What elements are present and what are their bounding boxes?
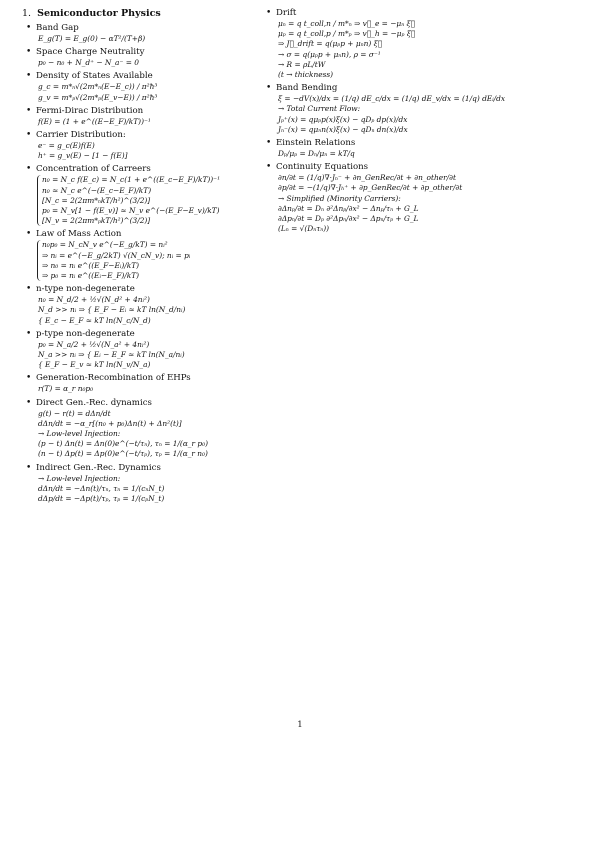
- equation-line: n₀ = N_c f(E_c) = N_c(1 + e^((E_c−E_F)/kT))⁻¹: [42, 175, 221, 185]
- left-column: [22, 8, 267, 507]
- topic-item: [36, 23, 267, 44]
- equation-line: μₙ = q t_coll,n / m*ₙ ⇒ v⃗_e = −μₙ ξ⃗: [278, 19, 416, 28]
- equation-line: N_d >> nᵢ ⇒ { E_F − Eᵢ ≈ kT ln(N_d/nᵢ): [38, 305, 186, 315]
- equation-block: [276, 149, 576, 159]
- equation-line: g(t) − r(t) = dΔn/dt: [38, 408, 111, 418]
- equation-line: (p − t) Δn(t) = Δn(0)e^(−t/τₙ), τₙ = 1/(α_r p₀): [38, 439, 208, 449]
- equation-line: Jₚ⁺(x) = qμₚp(x)ξ(x) − qDₚ dp(x)/dx: [278, 114, 408, 124]
- topic-title: • Concentration of Carreers: [36, 164, 151, 175]
- equation-line: p₀ − n₀ + N_d⁺ − N_a⁻ = 0: [38, 58, 139, 68]
- equation-line: dΔn/dt = −α_r[(n₀ + p₀)Δn(t) + Δn²(t)]: [38, 418, 182, 428]
- equation-line: { E_c − E_F ≈ kT ln(N_c/N_d): [38, 315, 151, 325]
- equation-line: E_g(T) = E_g(0) − αT²/(T+β): [38, 34, 146, 43]
- equation-line: Jₙ⁻(x) = qμₙn(x)ξ(x) − qDₙ dn(x)/dx: [278, 124, 408, 134]
- equation-line: → Low-level Injection:: [38, 473, 121, 483]
- equation-block: [36, 82, 267, 102]
- equation-line: ∂Δpₙ/∂t = Dₚ ∂²Δpₙ/∂x² − Δpₙ/τₚ + G_L: [278, 214, 419, 224]
- page-number: 1: [297, 720, 303, 730]
- topic-item: [36, 47, 267, 68]
- equation-line: f(E) = (1 + e^((E−E_F)/kT))⁻¹: [38, 116, 151, 126]
- equation-line: g_c = m*ₙ√(2m*ₙ(E−E_c)) / π²ħ³: [38, 82, 158, 92]
- equation-line: n₀ = N_d/2 + ½√(N_d² + 4nᵢ²): [38, 295, 150, 305]
- equation-line: n₀ ≈ N_c e^(−(E_c−E_F)/kT): [42, 185, 152, 195]
- topic-title: • p-type non-degenerate: [36, 328, 135, 339]
- equation-line: p₀ = N_v[1 − f(E_v)] ≈ N_v e^(−(E_F−E_v)/kT): [42, 206, 220, 216]
- topic-item: [36, 373, 267, 394]
- topic-title: • Space Charge Neutrality: [36, 47, 145, 58]
- topic-title: • Einstein Relations: [276, 138, 356, 149]
- equation-line: → Simplified (Minority Carriers):: [278, 193, 401, 203]
- equation-block: [36, 295, 267, 326]
- topic-item: [36, 329, 267, 371]
- topic-title: • Band Bending: [276, 83, 338, 94]
- section-number: 1.: [22, 8, 32, 19]
- equation-line: ∂p/∂t = −(1/q)∇·Jₕ⁺ + ∂p_GenRec/∂t + ∂p_other/∂t: [278, 183, 463, 193]
- equation-block: [36, 58, 267, 68]
- topic-item: [276, 8, 576, 80]
- section-heading: [22, 8, 267, 19]
- equation-line: ⇒ nᵢ = e^(−E_g/2kT) √(N_cN_v); nᵢ = pᵢ: [42, 250, 191, 260]
- equation-block: [37, 175, 267, 226]
- right-topic-list: [276, 8, 576, 234]
- equation-line: [N_v = 2(2πm*ₚkT/h²)^(3/2)]: [42, 216, 151, 226]
- equation-block: [36, 117, 267, 127]
- equation-line: → Total Current Flow:: [278, 104, 361, 114]
- equation-line: e⁻ = g_c(E)f(E): [38, 141, 95, 151]
- topic-title: • Generation-Recombination of EHPs: [36, 373, 191, 384]
- equation-line: N_a >> nᵢ ⇒ { Eᵢ − E_F ≈ kT ln(N_a/nᵢ): [38, 350, 185, 360]
- equation-line: Dₚ/μₚ = Dₙ/μₙ = kT/q: [278, 149, 355, 159]
- equation-line: ⇒ J⃗_drift = q(μₚp + μₙn) ξ⃗: [278, 39, 383, 49]
- equation-line: p₀ = N_a/2 + ½√(N_a² + 4nᵢ²): [38, 339, 150, 349]
- equation-block: [276, 173, 576, 234]
- topic-item: [36, 463, 267, 505]
- topic-item: [36, 130, 267, 161]
- equation-line: ξ = −dV(x)/dx = (1/q) dE_c/dx = (1/q) dE_v/dx = (1/q) dEᵢ/dx: [278, 94, 506, 104]
- equation-line: μₚ = q t_coll,p / m*ₚ ⇒ v⃗_h = −μₚ ξ⃗: [278, 29, 416, 39]
- equation-line: ⇒ p₀ = nᵢ e^((Eᵢ−E_F)/kT): [42, 271, 140, 281]
- topic-item: [36, 284, 267, 326]
- topic-item: [36, 106, 267, 127]
- section-title: Semiconductor Physics: [37, 8, 161, 19]
- equation-block: [36, 384, 267, 394]
- topic-item: [36, 71, 267, 102]
- equation-line: ⇒ n₀ = nᵢ e^((E_F−Eᵢ)/kT): [42, 260, 140, 270]
- equation-block: [36, 340, 267, 371]
- topic-title: • Band Gap: [36, 23, 79, 33]
- equation-line: → R = ρL/tW: [278, 59, 326, 69]
- equation-line: (t → thickness): [278, 70, 334, 80]
- topic-title: • n-type non-degenerate: [36, 284, 135, 295]
- topic-item: [36, 229, 267, 281]
- equation-line: (Lₙ = √(Dₙτₙ)): [278, 224, 330, 234]
- equation-line: ∂n/∂t = (1/q)∇·Jₙ⁻ + ∂n_GenRec/∂t + ∂n_other/∂t: [278, 173, 456, 183]
- topic-item: [36, 398, 267, 460]
- equation-block: [36, 34, 267, 44]
- equation-line: dΔn/dt = −Δn(t)/τₙ, τₙ = 1/(cₙN_t): [38, 483, 165, 493]
- equation-line: (n − t) Δp(t) = Δp(0)e^(−t/τₚ), τₚ = 1/(α_r n₀): [38, 449, 208, 459]
- equation-block: [37, 240, 267, 281]
- equation-line: ∂Δnₚ/∂t = Dₙ ∂²Δnₚ/∂x² − Δnₚ/τₙ + G_L: [278, 203, 419, 213]
- topic-title: • Fermi-Dirac Distribution: [36, 105, 144, 116]
- equation-line: { E_F − E_v ≈ kT ln(N_v/N_a): [38, 360, 151, 370]
- equation-line: n₀p₀ = N_cN_v e^(−E_g/kT) = nᵢ²: [42, 240, 168, 250]
- topic-title: • Drift: [276, 8, 297, 18]
- topic-item: [36, 164, 267, 226]
- equation-block: [36, 141, 267, 161]
- topic-title: • Carrier Distribution:: [36, 130, 126, 141]
- equation-block: [276, 19, 576, 80]
- topic-item: [276, 138, 576, 159]
- topic-title: • Indirect Gen.-Rec. Dynamics: [36, 462, 161, 473]
- equation-block: [36, 409, 267, 460]
- equation-block: [36, 474, 267, 505]
- left-topic-list: [22, 23, 267, 504]
- equation-line: dΔp/dt = −Δp(t)/τₚ, τₚ = 1/(cₚN_t): [38, 494, 165, 504]
- topic-title: • Direct Gen.-Rec. dynamics: [36, 397, 152, 408]
- topic-title: • Law of Mass Action: [36, 229, 122, 240]
- equation-line: h⁺ = g_v(E) − [1 − f(E)]: [38, 151, 128, 161]
- topic-title: • Density of States Available: [36, 71, 153, 82]
- equation-line: r(T) = α_r n₀p₀: [38, 384, 94, 394]
- topic-title: • Continuity Equations: [276, 162, 369, 173]
- equation-line: → σ = q(μₚp + μₙn), ρ = σ⁻¹: [278, 49, 381, 59]
- equation-line: → Low-level Injection:: [38, 429, 121, 439]
- equation-block: [276, 94, 576, 135]
- equation-line: g_v = m*ₚ√(2m*ₚ(E_v−E)) / π²ħ³: [38, 92, 158, 102]
- right-column: [276, 8, 576, 237]
- equation-line: [N_c = 2(2πm*ₙkT/h²)^(3/2)]: [42, 195, 151, 205]
- topic-item: [276, 162, 576, 234]
- topic-item: [276, 83, 576, 135]
